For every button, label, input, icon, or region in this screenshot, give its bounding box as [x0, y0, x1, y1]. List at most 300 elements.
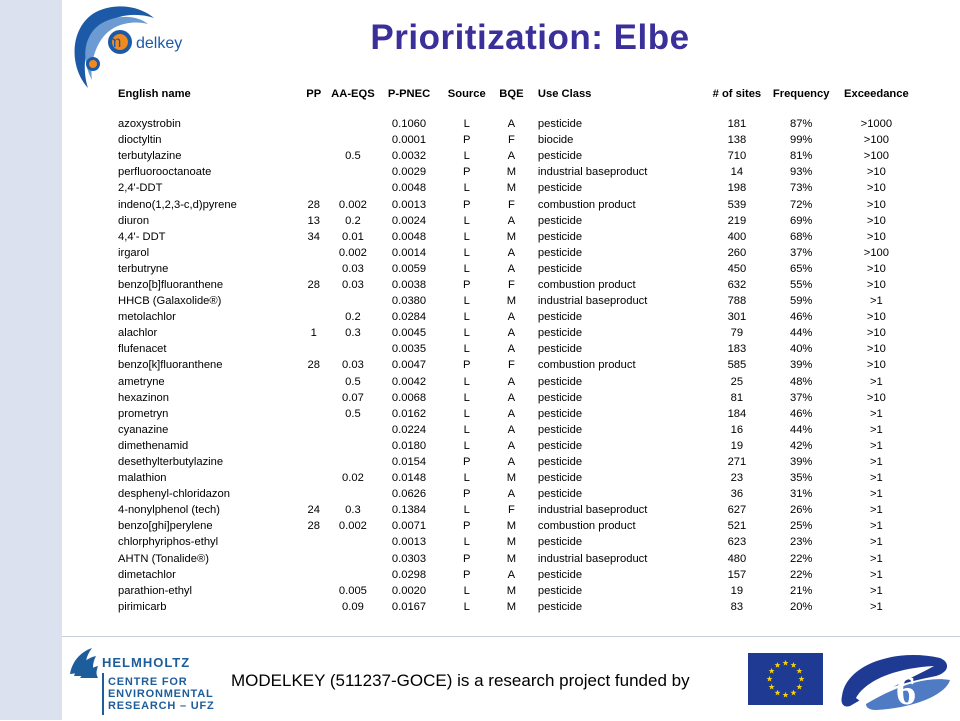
table-cell: alachlor	[118, 327, 158, 340]
table-cell	[299, 486, 328, 502]
table-row	[104, 196, 920, 212]
table-cell: >1	[870, 456, 883, 469]
table-cell: 480	[727, 552, 747, 565]
table-cell: A	[507, 375, 516, 388]
table-cell: benzo[ghi]perylene	[118, 520, 213, 533]
table-cell	[299, 148, 328, 164]
table-cell: >10	[866, 262, 886, 275]
table-cell: 93%	[789, 166, 813, 179]
table-cell: 0.03	[342, 278, 364, 291]
table-cell: P	[463, 198, 471, 211]
table-cell: 25%	[789, 520, 813, 533]
table-cell: L	[463, 246, 470, 259]
table-cell: 0.09	[342, 600, 364, 613]
table-cell: M	[506, 600, 517, 613]
table-row	[104, 518, 920, 534]
table-cell: 99%	[789, 134, 813, 147]
table-cell: 28	[307, 359, 320, 372]
table-cell: 14	[730, 166, 744, 179]
table-cell	[299, 245, 328, 261]
table-cell: 0.0029	[391, 166, 427, 179]
table-cell	[328, 534, 377, 550]
table-cell: pesticide	[537, 182, 583, 195]
table-row	[104, 293, 920, 309]
table-cell: L	[463, 327, 470, 340]
table-cell: M	[506, 166, 517, 179]
table-cell	[299, 374, 328, 390]
table-cell	[299, 261, 328, 277]
table-cell: 40%	[789, 343, 813, 356]
table-row	[104, 374, 920, 390]
table-cell: 539	[727, 198, 747, 211]
table-cell: pesticide	[537, 488, 583, 501]
table-cell	[299, 454, 328, 470]
table-row	[104, 502, 920, 518]
table-cell: L	[463, 343, 470, 356]
table-row	[104, 599, 920, 615]
table-cell: combustion product	[537, 359, 636, 372]
svg-text:RESEARCH – UFZ: RESEARCH – UFZ	[108, 700, 215, 712]
svg-text:CENTRE FOR: CENTRE FOR	[108, 676, 188, 688]
table-cell: >1	[870, 568, 883, 581]
table-cell: L	[463, 214, 470, 227]
table-cell	[328, 180, 377, 196]
table-cell: desphenyl-chloridazon	[118, 488, 230, 501]
table-cell: cyanazine	[118, 423, 169, 436]
table-cell: 28	[307, 198, 320, 211]
table-cell: >10	[866, 230, 886, 243]
table-cell: 585	[727, 359, 747, 372]
table-cell: 198	[727, 182, 747, 195]
table-cell: 46%	[789, 311, 813, 324]
column-header: # of sites	[712, 88, 762, 100]
table-cell: pesticide	[537, 311, 583, 324]
table-cell: 627	[727, 504, 747, 517]
table-cell: 0.5	[345, 407, 361, 420]
table-cell: >1	[870, 472, 883, 485]
table-cell: L	[463, 407, 470, 420]
helmholtz-logo	[66, 644, 241, 716]
table-cell: 79	[730, 327, 744, 340]
table-cell: 0.0148	[391, 472, 427, 485]
svg-text:HELMHOLTZ: HELMHOLTZ	[102, 655, 191, 670]
table-cell: A	[507, 456, 516, 469]
table-cell: F	[507, 278, 515, 291]
table-cell: 19	[730, 584, 744, 597]
table-cell: pesticide	[537, 600, 583, 613]
table-spacer-row	[104, 104, 920, 116]
svg-text:delkey: delkey	[136, 35, 183, 52]
table-cell: P	[463, 552, 471, 565]
table-row	[104, 534, 920, 550]
column-header: PP	[306, 88, 322, 100]
table-cell: 20%	[789, 600, 813, 613]
table-cell: 0.1384	[391, 504, 427, 517]
table-cell: perfluorooctanoate	[118, 166, 212, 179]
table-cell: 0.0014	[391, 246, 427, 259]
table-cell: L	[463, 311, 470, 324]
table-cell: 4,4'- DDT	[118, 230, 166, 243]
table-row	[104, 422, 920, 438]
table-cell: 0.1060	[391, 118, 427, 131]
table-cell: 42%	[789, 439, 813, 452]
fp6-logo	[836, 646, 954, 714]
table-cell	[328, 422, 377, 438]
table-cell: 4-nonylphenol (tech)	[118, 504, 220, 517]
table-cell: irgarol	[118, 246, 150, 259]
table-cell: 0.3	[345, 327, 361, 340]
table-cell: >1000	[860, 118, 893, 131]
table-cell: >10	[866, 359, 886, 372]
table-row	[104, 583, 920, 599]
table-cell: 0.002	[338, 520, 367, 533]
table-cell: 34	[307, 230, 320, 243]
table-cell: terbutryne	[118, 262, 169, 275]
table-cell: L	[463, 536, 470, 549]
table-cell: >1	[870, 520, 883, 533]
table-cell: 2,4'-DDT	[118, 182, 163, 195]
table-cell: 0.0045	[391, 327, 427, 340]
table-cell: metolachlor	[118, 311, 176, 324]
table-row	[104, 116, 920, 132]
table-cell: 0.0167	[391, 600, 427, 613]
table-cell: 13	[307, 214, 320, 227]
table-cell	[299, 422, 328, 438]
table-cell: 0.0626	[391, 488, 427, 501]
table-cell: 183	[727, 343, 747, 356]
table-cell: A	[507, 391, 516, 404]
table-cell: 16	[730, 423, 744, 436]
table-cell: F	[507, 134, 515, 147]
table-cell: 0.0001	[391, 134, 427, 147]
table-cell: M	[506, 552, 517, 565]
table-row	[104, 438, 920, 454]
table-cell: 44%	[789, 423, 813, 436]
table-cell: M	[506, 472, 517, 485]
table-cell: >1	[870, 439, 883, 452]
table-cell: HHCB (Galaxolide®)	[118, 295, 222, 308]
table-cell	[299, 116, 328, 132]
table-cell: 0.0154	[391, 456, 427, 469]
table-cell: AHTN (Tonalide®)	[118, 552, 209, 565]
table-cell: 55%	[789, 278, 813, 291]
table-cell: 83	[730, 600, 744, 613]
table-cell: 22%	[789, 552, 813, 565]
table-row	[104, 277, 920, 293]
table-cell: 0.0032	[391, 150, 427, 163]
column-header: AA-EQS	[331, 88, 375, 100]
column-header: English name	[118, 88, 191, 100]
table-cell: L	[463, 182, 470, 195]
table-cell: 0.0068	[391, 391, 427, 404]
table-cell	[299, 534, 328, 550]
table-cell: P	[463, 456, 471, 469]
table-cell: F	[507, 359, 515, 372]
funding-statement: MODELKEY (511237-GOCE) is a research project funded by	[231, 671, 690, 690]
table-cell: pesticide	[537, 456, 583, 469]
column-header: P-PNEC	[387, 88, 431, 100]
table-cell: L	[463, 375, 470, 388]
table-cell: 73%	[789, 182, 813, 195]
table-cell: 400	[727, 230, 747, 243]
table-cell: P	[463, 166, 471, 179]
table-cell: P	[463, 278, 471, 291]
table-cell: pesticide	[537, 246, 583, 259]
table-cell: 219	[727, 214, 747, 227]
table-cell: L	[463, 423, 470, 436]
table-cell: A	[507, 568, 516, 581]
svg-text:6: 6	[896, 668, 916, 713]
table-cell: P	[463, 359, 471, 372]
modelkey-logo-icon	[66, 2, 231, 94]
table-cell: pesticide	[537, 584, 583, 597]
table-cell: 0.0224	[391, 423, 427, 436]
table-cell: 26%	[789, 504, 813, 517]
table-cell: 1	[310, 327, 317, 340]
table-cell: 68%	[789, 230, 813, 243]
table-cell: F	[507, 504, 515, 517]
table-cell: >100	[863, 246, 889, 259]
table-cell: L	[463, 262, 470, 275]
table-cell: 0.0024	[391, 214, 427, 227]
table-cell: 25	[730, 375, 744, 388]
table-cell: A	[507, 407, 516, 420]
table-cell: 260	[727, 246, 747, 259]
table-cell: >10	[866, 166, 886, 179]
table-cell	[328, 341, 377, 357]
table-cell: >100	[863, 150, 889, 163]
table-cell: pesticide	[537, 150, 583, 163]
table-cell	[299, 438, 328, 454]
table-cell: 22%	[789, 568, 813, 581]
table-cell: L	[463, 472, 470, 485]
table-cell	[299, 293, 328, 309]
table-cell: M	[506, 230, 517, 243]
table-cell: 21%	[789, 584, 813, 597]
table-cell: A	[507, 311, 516, 324]
table-cell: 0.01	[342, 230, 364, 243]
table-cell: L	[463, 600, 470, 613]
table-cell: prometryn	[118, 407, 169, 420]
table-cell: F	[507, 198, 515, 211]
table-cell: >10	[866, 311, 886, 324]
table-cell: >10	[866, 182, 886, 195]
table-cell	[328, 438, 377, 454]
helmholtz-ufz-logo	[66, 644, 241, 716]
table-cell: combustion product	[537, 520, 636, 533]
table-cell: 37%	[789, 246, 813, 259]
table-cell: 0.0162	[391, 407, 427, 420]
table-row	[104, 261, 920, 277]
table-cell: 157	[727, 568, 747, 581]
table-cell: A	[507, 488, 516, 501]
table-body	[104, 104, 920, 615]
table-cell: 0.0020	[391, 584, 427, 597]
table-cell: M	[506, 536, 517, 549]
table-cell: 0.0048	[391, 182, 427, 195]
table-cell: pesticide	[537, 214, 583, 227]
table-cell: 0.5	[345, 375, 361, 388]
table-cell: 0.02	[342, 472, 364, 485]
table-cell: ametryne	[118, 375, 165, 388]
table-cell	[299, 470, 328, 486]
svg-text:ENVIRONMENTAL: ENVIRONMENTAL	[108, 688, 214, 700]
table-cell: 0.0013	[391, 198, 427, 211]
table-cell: P	[463, 488, 471, 501]
table-cell: dimethenamid	[118, 439, 189, 452]
table-cell: 46%	[789, 407, 813, 420]
table-cell: 81%	[789, 150, 813, 163]
table-cell: pesticide	[537, 262, 583, 275]
table-cell: dioctyltin	[118, 134, 162, 147]
table-cell: benzo[k]fluoranthene	[118, 359, 223, 372]
table-cell: 0.0013	[391, 536, 427, 549]
table-cell: pesticide	[537, 343, 583, 356]
table-cell: 65%	[789, 262, 813, 275]
table-cell: 0.0180	[391, 439, 427, 452]
table-cell: 0.005	[338, 584, 367, 597]
table-cell	[328, 486, 377, 502]
table-cell	[299, 583, 328, 599]
table-cell: 0.0038	[391, 278, 427, 291]
table-cell: pesticide	[537, 423, 583, 436]
table-cell: 87%	[789, 118, 813, 131]
table-cell	[299, 132, 328, 148]
table-cell: 0.3	[345, 504, 361, 517]
table-cell: M	[506, 520, 517, 533]
table-cell: 48%	[789, 375, 813, 388]
eu-flag-icon	[748, 653, 823, 705]
table-cell: desethylterbutylazine	[118, 456, 224, 469]
table-cell: 0.0298	[391, 568, 427, 581]
table-row	[104, 213, 920, 229]
table-header-row	[104, 84, 920, 104]
table-cell	[328, 567, 377, 583]
page-title: Prioritization: Elbe	[370, 18, 690, 57]
table-row	[104, 229, 920, 245]
table-cell: combustion product	[537, 198, 636, 211]
fp6-logo-icon	[836, 646, 954, 714]
table-cell: L	[463, 504, 470, 517]
table-cell: pesticide	[537, 327, 583, 340]
table-cell	[299, 341, 328, 357]
table-row	[104, 486, 920, 502]
table-row	[104, 470, 920, 486]
table-cell	[328, 454, 377, 470]
table-cell: 72%	[789, 198, 813, 211]
table-cell: L	[463, 391, 470, 404]
table-cell: 0.03	[342, 359, 364, 372]
table-cell	[299, 599, 328, 615]
table-cell: terbutylazine	[118, 150, 182, 163]
table-cell: hexazinon	[118, 391, 170, 404]
table-cell: M	[506, 584, 517, 597]
table-cell: >10	[866, 278, 886, 291]
table-cell: 81	[730, 391, 744, 404]
table-cell: chlorphyriphos-ethyl	[118, 536, 219, 549]
table-cell: 623	[727, 536, 747, 549]
table-cell: parathion-ethyl	[118, 584, 193, 597]
table-cell	[299, 567, 328, 583]
table-cell: pesticide	[537, 375, 583, 388]
table-cell: 19	[730, 439, 744, 452]
table-cell: A	[507, 343, 516, 356]
table-row	[104, 148, 920, 164]
table-cell: A	[507, 262, 516, 275]
table-cell: >1	[870, 504, 883, 517]
table-cell: A	[507, 423, 516, 436]
table-cell: 36	[730, 488, 744, 501]
table-cell: 0.07	[342, 391, 364, 404]
table-cell: >1	[870, 552, 883, 565]
table-cell: industrial baseproduct	[537, 295, 648, 308]
table-cell: pesticide	[537, 407, 583, 420]
table-cell: A	[507, 214, 516, 227]
table-cell	[328, 293, 377, 309]
table-cell: pesticide	[537, 439, 583, 452]
table-cell	[299, 390, 328, 406]
table-cell: 301	[727, 311, 747, 324]
table-cell: 0.0071	[391, 520, 427, 533]
prioritization-table	[104, 84, 920, 615]
table-cell	[328, 132, 377, 148]
table-cell: >10	[866, 327, 886, 340]
table-cell: 59%	[789, 295, 813, 308]
table-cell: >100	[863, 134, 889, 147]
table-cell	[328, 116, 377, 132]
table-cell: benzo[b]fluoranthene	[118, 278, 224, 291]
table-cell: A	[507, 439, 516, 452]
table-row	[104, 454, 920, 470]
left-decorative-band	[0, 0, 62, 720]
table-cell: pesticide	[537, 472, 583, 485]
table-cell: P	[463, 134, 471, 147]
table-cell: 0.0048	[391, 230, 427, 243]
table-cell: >1	[870, 584, 883, 597]
table-cell: industrial baseproduct	[537, 552, 648, 565]
table-cell: indeno(1,2,3-c,d)pyrene	[118, 198, 237, 211]
footer-divider	[62, 636, 960, 637]
table-cell: >10	[866, 391, 886, 404]
table-row	[104, 357, 920, 373]
table-cell	[299, 309, 328, 325]
table-row	[104, 309, 920, 325]
table-cell: L	[463, 439, 470, 452]
table-cell: 138	[727, 134, 747, 147]
table-cell: >1	[870, 423, 883, 436]
table-cell: pesticide	[537, 391, 583, 404]
column-header: Source	[447, 88, 486, 100]
table-cell: 39%	[789, 359, 813, 372]
table-cell: 44%	[789, 327, 813, 340]
table-cell: pesticide	[537, 118, 583, 131]
table-cell: 0.0042	[391, 375, 427, 388]
table-cell: 0.03	[342, 262, 364, 275]
table-cell: L	[463, 584, 470, 597]
table-cell: 788	[727, 295, 747, 308]
table-cell: >1	[870, 488, 883, 501]
table-cell: M	[506, 295, 517, 308]
table-cell: A	[507, 327, 516, 340]
table-cell: 181	[727, 118, 747, 131]
table-row	[104, 180, 920, 196]
table-cell: pesticide	[537, 230, 583, 243]
table-cell: biocide	[537, 134, 574, 147]
table-cell: 23%	[789, 536, 813, 549]
table-row	[104, 390, 920, 406]
table-cell: A	[507, 150, 516, 163]
table-cell: 0.5	[345, 150, 361, 163]
